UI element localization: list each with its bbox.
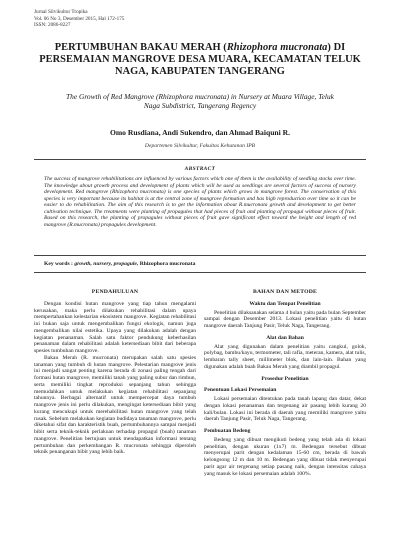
methods-paragraph-4: Bedeng yang dibuat mengikuti bedeng yang telah ada di lokasi penelitian, dengan ukuran (1x7) m. Bedengan tersebut dibuat menyerupai parit dengan kedalaman 15-60 cm, berada di bawah kelongsong 12 m dan 10 m. Bedengan yang dibuat tidak menyerupai parit agar air tergenang setiap pasang naik, dengan intensitas cahaya yang masuk ke lokasi persemaian adalah 100%. [204,436,366,477]
title-part-1: PERTUMBUHAN BAKAU MERAH ( [54,42,227,53]
methods-paragraph-3: Lokasi persemaian ditentukan pada tanah lapang dan datar, dekat dengan lokasi penanaman dan tergenang air pasang lebih kurang 20 kali/bulan. Lokasi ini berada di daerah yang memiliki mangrove yaitu daerah Tanjung Pasir, Teluk Naga, Tangerang. [204,396,366,423]
abstract-heading: ABSTRACT [184,166,216,172]
abstract-text: The success of mangrove rehabilitations are influenced by various factors which one of them is the availability of seedling stocks over time. The knowledge about growth process and development of plants which will be used as seedlings are several factors of success of nursery development. Red mangrove (Rhizophora mucronata) is one species of plants which grows in mangrove forest. The conservation of this species is very important because its habitat is at the central zone of mangrove formation and has high reproduction over time so it can be easier to do rehabilitation. The aim of this research is to get the information about R.mucronata growth and development to get better cultivation technique. The treatments were planting of propagules that had pieces of fruit and planting of propagul without pieces of fruit. Based on this research, the planting of propagules without pieces of fruit gave significant effect toward the height and length of red mangrove (R.mucronata) propagules development. [44,176,356,228]
english-title: The Growth of Red Mangrove (Rhizophora mucronata) in Nursery at Muara Village, Teluk Naga Subdistrict, Tangerang Regency [66,92,334,110]
section-heading-methods: BAHAN DAN METODE [252,289,318,295]
journal-issue: Vol. 06 No 3, Desember 2015, Hal 172-175 [34,15,125,22]
keywords-label: Key words : [44,261,73,267]
subheading-tools-materials: Alat dan Bahan [266,334,304,341]
keywords-value: growth, nursery, propagule, [74,261,139,267]
journal-header [34,9,124,29]
divider-top [34,159,366,160]
title-species: Rhizophora mucronata [226,42,328,53]
right-column [204,289,366,477]
section-heading-introduction: PENDAHULUAN [91,289,139,295]
subheading-nursery-location: Penentuan Lokasi Persemaian [204,387,277,394]
subheading-time-place: Waktu dan Tempat Penelitian [249,300,321,307]
intro-paragraph-2: Bakau Merah (R. mucronata) merupakan salah satu spesies tanaman yang tumbuh di hutan mangrove. Pelestarian mangrove jenis ini menjadi sangat penting karena berada di zonasi paling tengah dari formasi hutan mangrove, memiliki tanah yang paling subur dan rimbun, serta memiliki tingkat reproduksi sepanjang tahun sehingga memudahkan untuk melakukan kegiatan rehabilitasi sepanjang tahunnya. Berbagai alternatif untuk mempercepat daya tumbuh mangrove jenis ini perlu dilakukan, mengingat ketersediaan bibit yang kurang mencukupi untuk merehabilitasi hutan mangrove yang telah rusak. Sebelum melakukan kegiatan budidaya tanaman mangrove, perlu diketahui sifat dan karakteristik buah, pertumbuhannya sampai menjadi bibit serta teknik-teknik perlakuan terhadap propagul (buah) tanaman mangrove. Penelitian bertujuan untuk mendapatkan informasi tentang pertumbuhan dan perkembangan R. mucronata sehingga diperoleh teknik penanganan bibit yang lebih baik. [34,354,196,456]
left-column [34,289,196,456]
journal-issn: ISSN: 2086-8227 [34,22,71,29]
keywords [44,261,356,268]
author-list: Omo Rusdiana, Andi Sukendro, dan Ahmad Baiquni R. [109,128,291,137]
intro-paragraph-1: Dengan kondisi hutan mangrove yang tiap tahun mengalami kerusakan, maka perlu dilakukan rehabilitasi dalam upaya mempertahankan kelestarian ekosistem mangrove. Kegiatan rehabilitasi ini bukan saja untuk mengembalikan fungsi ekologis, namun juga mengembalikan nilai estetika. Upaya yang dilakukan adalah dengan kegiatan penanaman. Salah satu faktor pendukung keberhasilan penanaman dalam rehabilitasi adalah ketersediaan bibit dari beberapa spesies tumbuhan mangrove. [34,300,196,354]
journal-name: Jurnal Silvikultur Tropika [34,9,88,15]
title-part-2: ) DI PERSEMAIAN MANGROVE DESA MUARA, KECAMATAN TELUK NAGA, KABUPATEN TANGERANG [39,42,361,78]
divider-abstract [34,255,366,256]
methods-paragraph-1: Penelitian dilaksanakan selama 4 bulan yaitu pada bulan September sampai dengan Desember 2013. Lokasi penelitian yaitu di hutan mangrove daerah Tanjung Pasir, Teluk Naga, Tangerang. [204,309,366,329]
methods-paragraph-2: Alat yang digunakan dalam penelitian yaitu cangkul, golok, polybag, bambu/kayu, termometer, tali rafia, meteran, kamera, alat tulis, lembaran tally sheet, millimeter blok, dan lain-lain. Bahan yang digunakan adalah buah Bakau Merah yang diambil propagul. [204,343,366,370]
paper-title [34,42,366,79]
subheading-procedure: Prosedur Penelitian [261,375,309,382]
keywords-extra: Rhizophora mucronata [139,261,196,267]
subheading-bed-making: Pembuatan Bedeng [204,428,251,434]
divider-keywords [34,272,366,273]
affiliation: Departemen Silvikultur, Fakultas Kehutanan IPB [144,143,256,149]
